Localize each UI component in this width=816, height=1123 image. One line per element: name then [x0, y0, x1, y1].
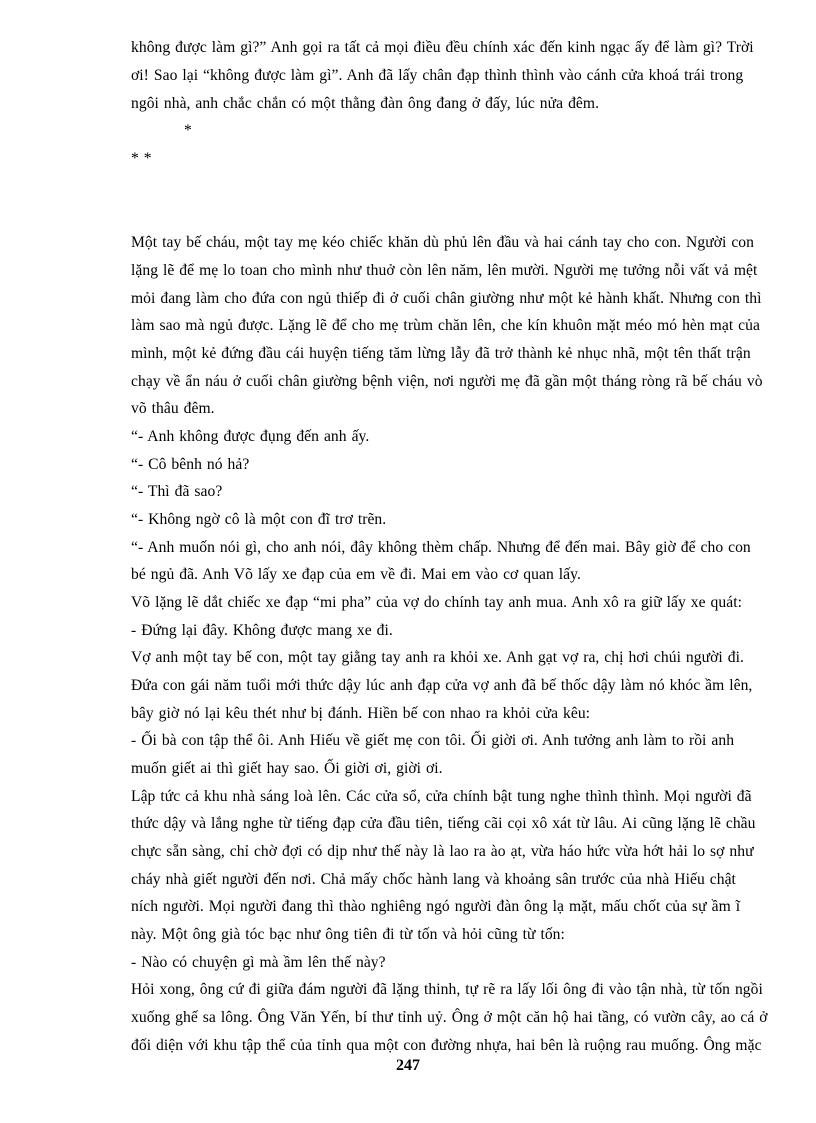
dialogue-line: - Ối bà con tập thể ôi. Anh Hiếu về giết mẹ con tôi. Ối giời ơi. Anh tưởng anh làm to rồi anh — [131, 732, 735, 749]
text-line: ních người. Mọi người đang thì thào nghiêng ngó người đàn ông lạ mặt, mấu chốt của sự ầm ĩ — [131, 898, 741, 915]
text-line: cháy nhà giết người đến nơi. Chả mấy chốc hành lang và khoảng sân trước của nhà Hiếu chật — [131, 871, 736, 888]
dialogue-line: “- Anh không được đụng đến anh ấy. — [131, 428, 370, 445]
text-line: Lập tức cả khu nhà sáng loà lên. Các cửa sổ, cửa chính bật tung nghe thình thình. Mọi người đã — [131, 788, 752, 805]
text-line: bé ngủ đã. Anh Võ lấy xe đạp của em về đi. Mai em vào cơ quan lấy. — [131, 566, 581, 583]
text-line: lặng lẽ để mẹ lo toan cho mình như thuở còn lên năm, lên mười. Người mẹ tưởng nỗi vất vả mệt — [131, 262, 758, 279]
dialogue-line: “- Thì đã sao? — [131, 483, 223, 500]
text-line: Đứa con gái năm tuổi mới thức dậy lúc anh đạp cửa vợ anh đã bế thốc dậy làm nó khóc ầm lên, — [131, 677, 753, 694]
section-separator-stars: * * — [131, 150, 152, 167]
dialogue-line: - Nào có chuyện gì mà ầm lên thế này? — [131, 954, 386, 971]
dialogue-line: - Đứng lại đây. Không được mang xe đi. — [131, 622, 393, 639]
text-line: đối diện với khu tập thể của tỉnh qua một con đường nhựa, hai bên là ruộng rau muống. Ông mặc — [131, 1037, 762, 1054]
text-line: Võ lặng lẽ dắt chiếc xe đạp “mi pha” của vợ do chính tay anh mua. Anh xô ra giữ lấy xe quát: — [131, 594, 742, 611]
text-line: làm sao mà ngủ được. Lặng lẽ để cho mẹ trùm chăn lên, che kín khuôn mặt méo mó hèn mạt của — [131, 317, 760, 334]
text-line: muốn giết ai thì giết hay sao. Ối giời ơi, giời ơi. — [131, 760, 443, 777]
page-number: 247 — [396, 1057, 420, 1074]
text-line: Hỏi xong, ông cứ đi giữa đám người đã lặng thinh, tự rẽ ra lấy lối ông đi vào tận nhà, từ tốn ngồi — [131, 981, 763, 998]
text-line: xuống ghế sa lông. Ông Văn Yến, bí thư tỉnh uỷ. Ông ở một căn hộ hai tầng, có vườn cây, ao cá ở — [131, 1009, 768, 1026]
text-line: mỏi đang làm cho đứa con ngủ thiếp đi ở cuối chân giường như một kẻ hành khất. Nhưng con thì — [131, 290, 762, 307]
dialogue-line: “- Không ngờ cô là một con đĩ trơ trẽn. — [131, 511, 387, 528]
text-line: thức dậy và lắng nghe từ tiếng đạp cửa đầu tiên, tiếng cãi cọi xô xát từ lâu. Ai cũng lặng lẽ chầu — [131, 815, 756, 832]
text-line: chạy về ẩn náu ở cuối chân giường bệnh viện, nơi người mẹ đã gần một tháng ròng rã bế cháu vò — [131, 373, 763, 390]
section-separator-star: * — [184, 122, 192, 139]
text-line: không được làm gì?” Anh gọi ra tất cả mọi điều đều chính xác đến kinh ngạc ấy để làm gì? Trời — [131, 39, 754, 56]
text-line: ơi! Sao lại “không được làm gì”. Anh đã lấy chân đạp thình thình vào cánh cửa khoá trái trong — [131, 67, 744, 84]
text-line: võ thâu đêm. — [131, 400, 215, 417]
text-line: ngôi nhà, anh chắc chắn có một thằng đàn ông đang ở đấy, lúc nửa đêm. — [131, 95, 600, 112]
dialogue-line: “- Anh muốn nói gì, cho anh nói, đây không thèm chấp. Nhưng để đến mai. Bây giờ để cho con — [131, 539, 751, 556]
text-line: chực sẵn sàng, chỉ chờ đợi có dịp như thế này là lao ra ào ạt, vừa háo hức vừa hớt hải lo sợ như — [131, 843, 754, 860]
text-line: mình, một kẻ đứng đầu cái huyện tiếng tăm lừng lẫy đã trở thành kẻ nhục nhã, một tên thất trận — [131, 345, 751, 362]
text-line: này. Một ông già tóc bạc như ông tiên đi từ tốn và hỏi cũng từ tốn: — [131, 926, 565, 943]
text-line: Vợ anh một tay bế con, một tay giằng tay anh ra khỏi xe. Anh gạt vợ ra, chị hơi chúi người đi. — [131, 649, 744, 666]
dialogue-line: “- Cô bênh nó hả? — [131, 456, 250, 473]
text-line: Một tay bế cháu, một tay mẹ kéo chiếc khăn dù phủ lên đầu và hai cánh tay cho con. Người con — [131, 234, 754, 251]
text-line: bây giờ nó lại kêu thét như bị đánh. Hiền bế con nhao ra khỏi cửa kêu: — [131, 705, 591, 722]
